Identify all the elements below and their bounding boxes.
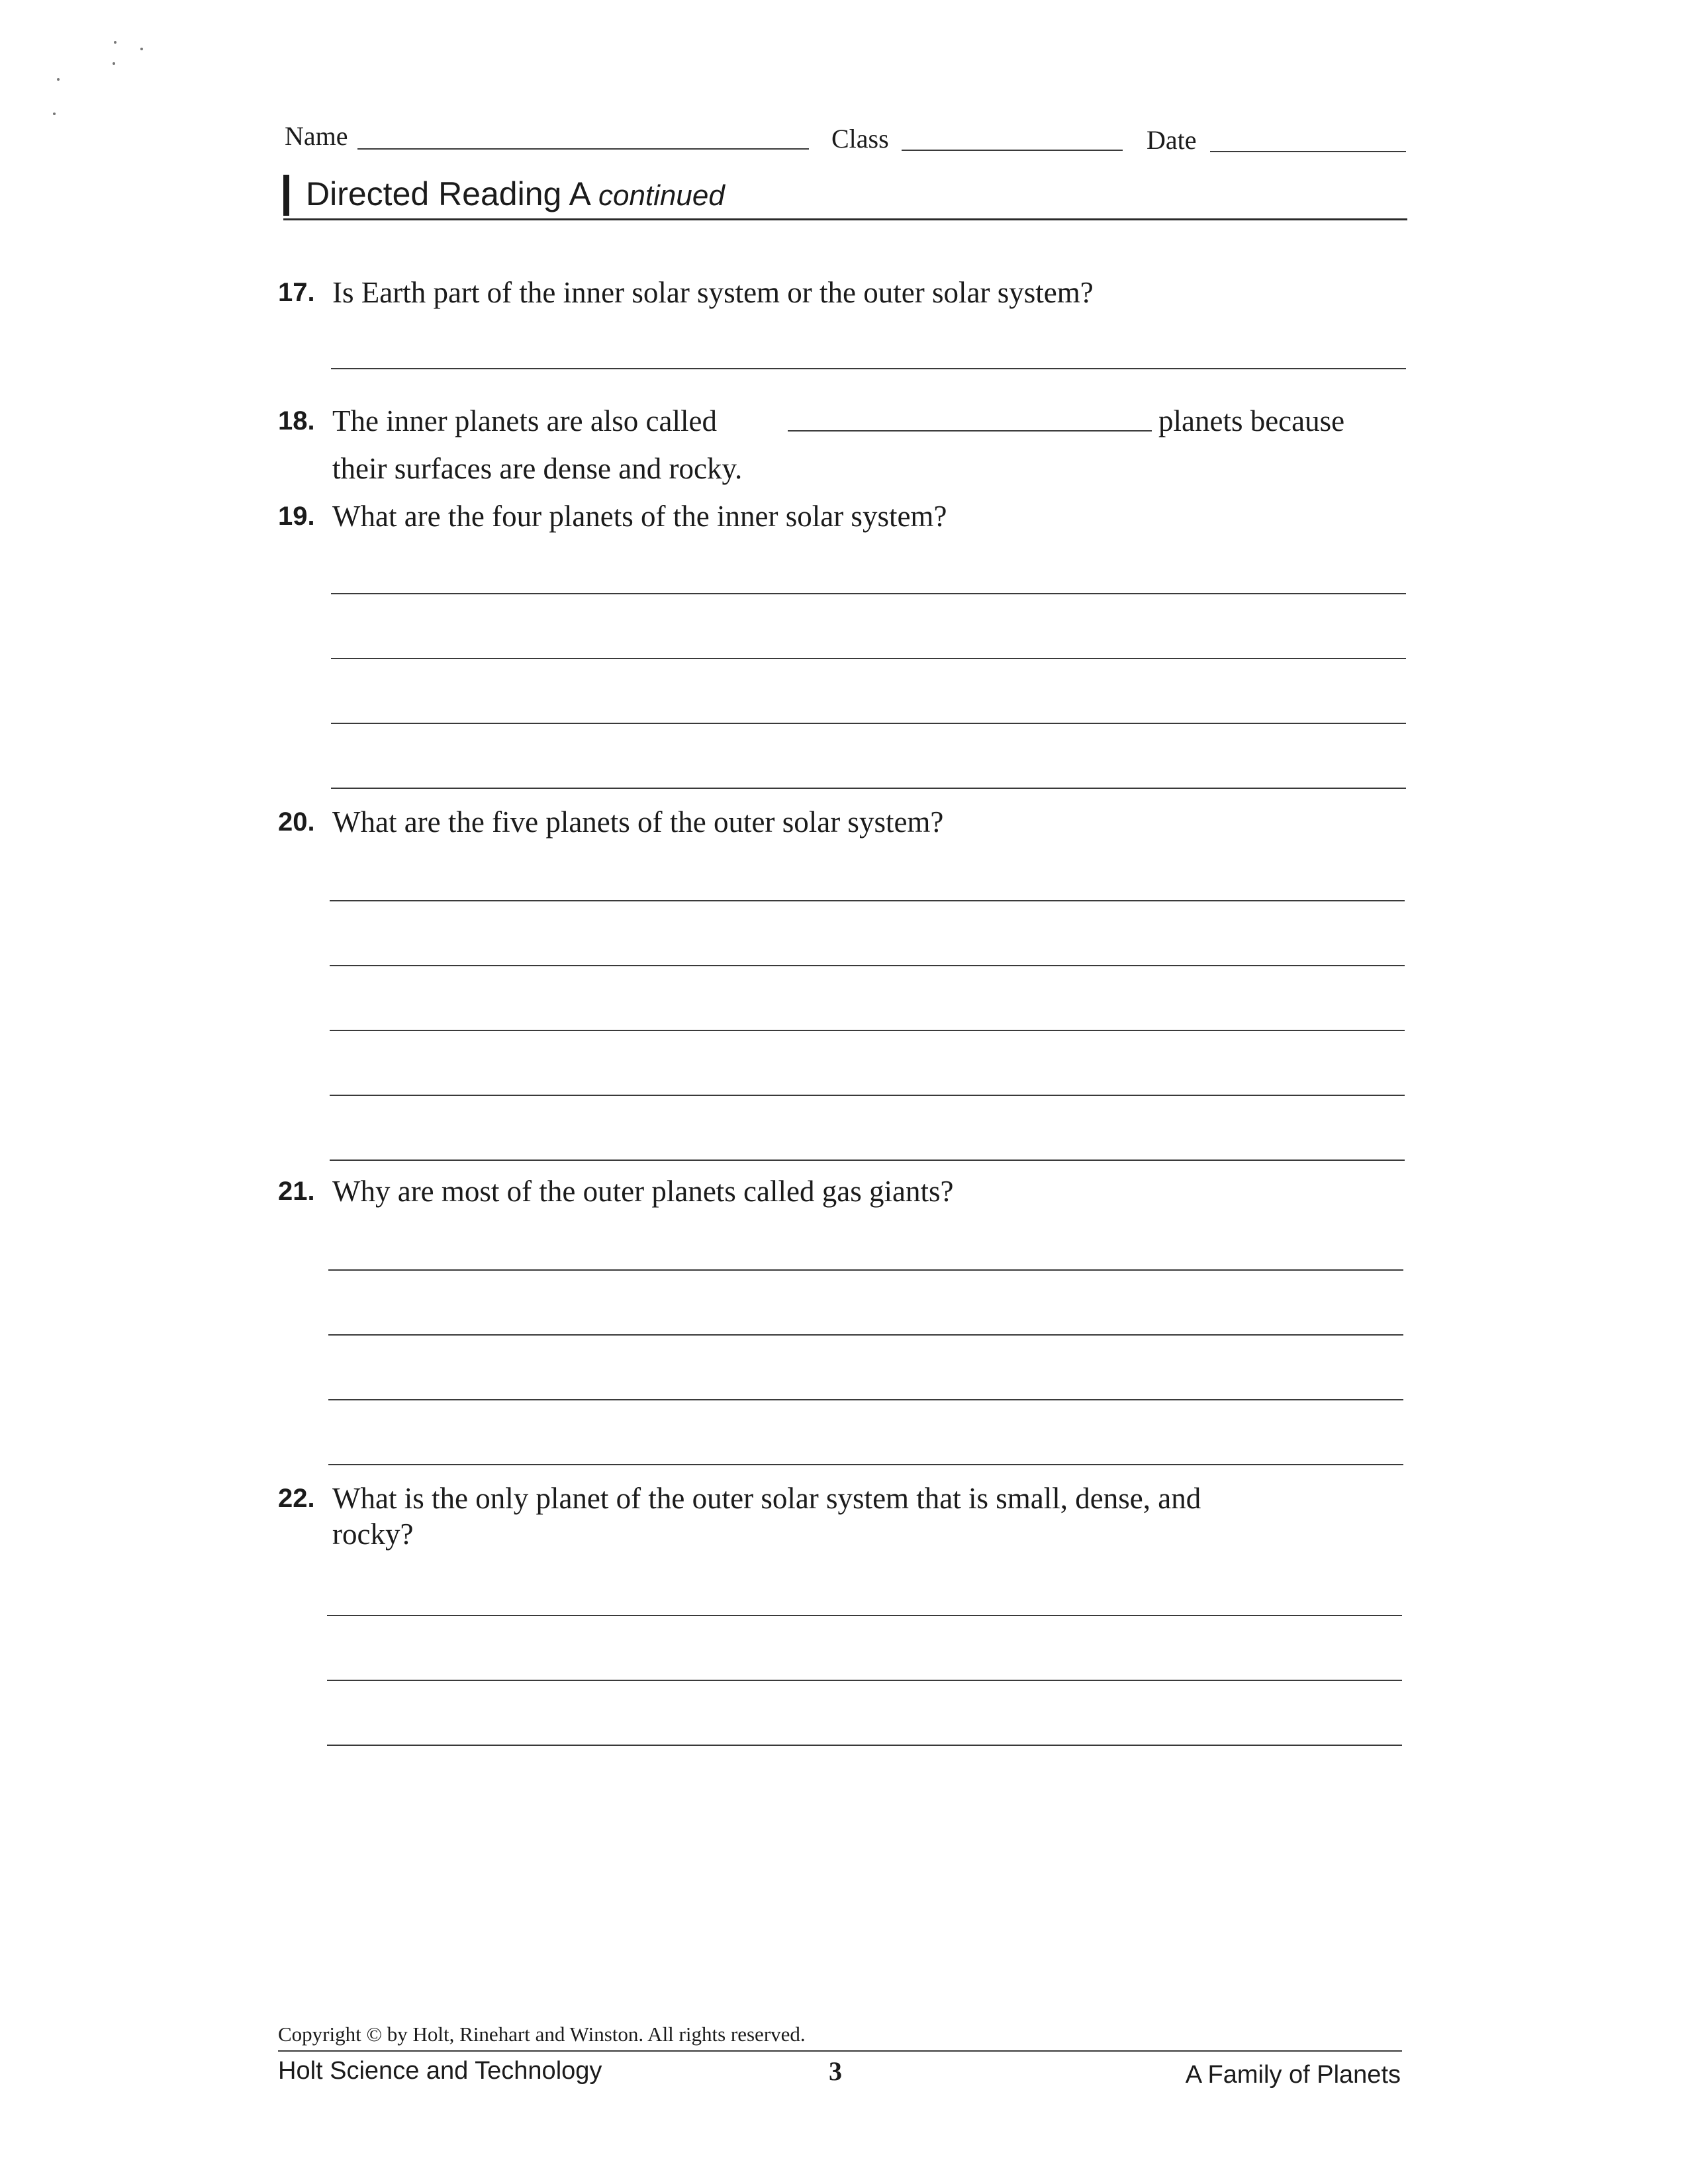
- question-text-after-blank: planets because: [1158, 404, 1345, 437]
- question-19: [278, 492, 1403, 540]
- question-text: What are the four planets of the inner solar system?: [332, 500, 947, 533]
- fill-in-blank[interactable]: [788, 430, 1152, 432]
- scan-speck: [53, 113, 56, 115]
- name-field[interactable]: [357, 148, 809, 150]
- question-number: 19.: [278, 502, 315, 531]
- section-title-text: Directed Reading A: [306, 175, 590, 212]
- date-field[interactable]: [1210, 151, 1406, 152]
- answer-line[interactable]: [331, 658, 1406, 659]
- section-rule: [283, 218, 1407, 220]
- answer-line[interactable]: [330, 1160, 1405, 1161]
- answer-line[interactable]: [331, 723, 1406, 724]
- question-number: 21.: [278, 1177, 315, 1206]
- question-text-line-2: rocky?: [332, 1518, 414, 1551]
- chapter-title: A Family of Planets: [1185, 2061, 1401, 2089]
- question-17: [278, 269, 1403, 316]
- question-text: What is the only planet of the outer solar system that is small, dense, and: [332, 1482, 1201, 1515]
- question-text: Is Earth part of the inner solar system or the outer solar system?: [332, 276, 1094, 309]
- question-21: [278, 1167, 1403, 1215]
- answer-line[interactable]: [327, 1615, 1402, 1616]
- section-bar: [283, 175, 289, 216]
- answer-line[interactable]: [330, 965, 1405, 966]
- question-number: 20.: [278, 807, 315, 837]
- section-subtitle: continued: [598, 179, 725, 212]
- question-text: What are the five planets of the outer solar system?: [332, 805, 944, 839]
- class-field[interactable]: [902, 150, 1123, 151]
- answer-line[interactable]: [331, 788, 1406, 789]
- answer-line[interactable]: [331, 593, 1406, 594]
- answer-line[interactable]: [330, 900, 1405, 901]
- copyright-notice: Copyright © by Holt, Rinehart and Winston. All rights reserved.: [278, 2023, 806, 2046]
- date-label: Date: [1147, 125, 1197, 155]
- question-number: 18.: [278, 406, 315, 435]
- scan-speck: [114, 41, 117, 44]
- scan-speck: [57, 78, 60, 81]
- publisher-name: Holt Science and Technology: [278, 2057, 602, 2085]
- answer-line[interactable]: [330, 1095, 1405, 1096]
- answer-line[interactable]: [330, 1030, 1405, 1031]
- class-label: Class: [831, 124, 889, 154]
- answer-line[interactable]: [327, 1745, 1402, 1746]
- question-number: 22.: [278, 1484, 315, 1513]
- answer-line[interactable]: [328, 1269, 1403, 1271]
- answer-line[interactable]: [328, 1399, 1403, 1400]
- page-number: 3: [829, 2056, 842, 2086]
- question-text: Why are most of the outer planets called gas giants?: [332, 1175, 954, 1208]
- name-label: Name: [285, 121, 348, 151]
- answer-line[interactable]: [327, 1680, 1402, 1681]
- question-18-continuation: their surfaces are dense and rocky.: [332, 452, 743, 485]
- question-20: [278, 798, 1403, 846]
- answer-line[interactable]: [328, 1464, 1403, 1465]
- question-text: The inner planets are also called: [332, 404, 717, 437]
- answer-line[interactable]: [331, 368, 1406, 369]
- question-22: [278, 1475, 1403, 1570]
- section-title: [306, 177, 725, 210]
- answer-line[interactable]: [328, 1334, 1403, 1336]
- scan-speck: [113, 62, 115, 65]
- footer-rule: [278, 2050, 1402, 2052]
- scan-speck: [140, 48, 143, 50]
- question-number: 17.: [278, 278, 315, 307]
- question-18: [278, 397, 1403, 445]
